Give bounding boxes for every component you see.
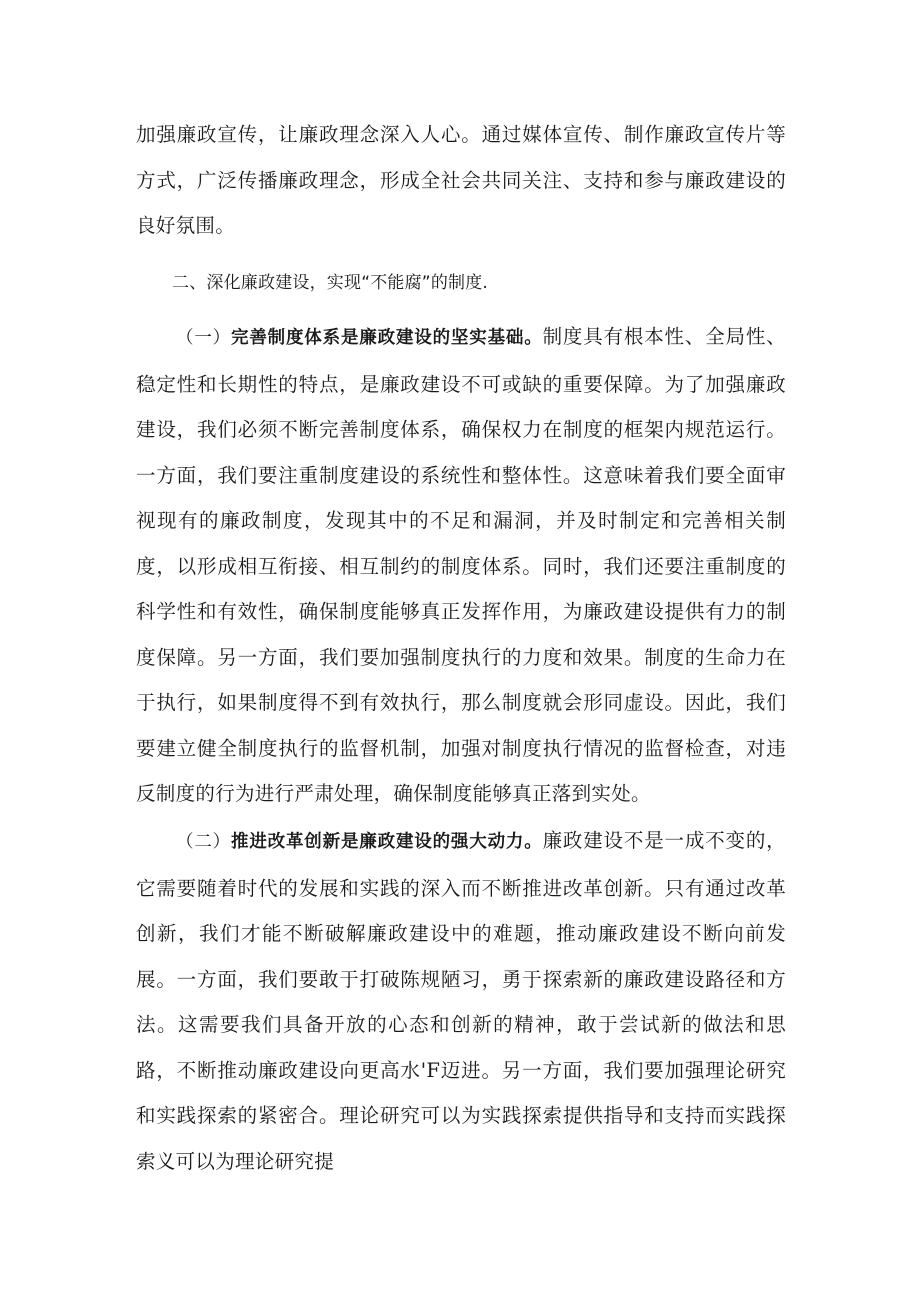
item1-paragraph: [136, 314, 786, 817]
item2-label: （二）: [176, 832, 231, 852]
item2-lead: 推进改革创新是廉政建设的强大动力。: [230, 832, 543, 852]
section-heading: 二、深化廉政建设，实现“不能腐”的制度.: [172, 273, 489, 293]
item1-body: 制度具有根本性、全局性、稳定性和长期性的特点，是廉政建设不可或缺的重要保障。为了加强廉政建设，我们必须不断完善制度体系，确保权力在制度的框架内规范运行。一方面，我们要注重制度建设的系统性和整体性。这意味着我们要全面审视现有的廉政制度，发现其中的不足和漏洞，并及时制定和完善相关制度，以形成相互衔接、相互制约的制度体系。同时，我们还要注重制度的科学性和有效性，确保制度能够真正发挥作用，为廉政建设提供有力的制度保障。另一方面，我们要加强制度执行的力度和效果。制度的生命力在于执行，如果制度得不到有效执行，那么制度就会形同虚设。因此，我们要建立健全制度执行的监督机制，加强对制度执行情况的监督检查，对违反制度的行为进行严肃处理，确保制度能够真正落到实处。: [136, 325, 786, 805]
item1-lead: 完善制度体系是廉政建设的坚实基础。: [230, 328, 543, 348]
item2-paragraph: [136, 818, 786, 1184]
item2-body: 廉政建设不是一成不变的，它需要随着时代的发展和实践的深入而不断推进改革创新。只有通过改革创新，我们才能不断破解廉政建设中的难题，推动廉政建设不断向前发展。一方面，我们要敢于打破陈规陋习，勇于探索新的廉政建设路径和方法。这需要我们具备开放的心态和创新的精神，敢于尝试新的做法和思路，不断推动廉政建设向更高水'F迈进。另一方面，我们要加强理论研究和实践探索的紧密合。理论研究可以为实践探索提供指导和支持而实践探索义可以为理论研究提: [136, 829, 786, 1173]
intro-paragraph: 加强廉政宣传，让廉政理念深入人心。通过媒体宣传、制作廉政宣传片等方式，广泛传播廉政理念，形成全社会共同关注、支持和参与廉政建设的良好氛围。: [136, 123, 786, 237]
item1-label: （一）: [176, 328, 231, 348]
